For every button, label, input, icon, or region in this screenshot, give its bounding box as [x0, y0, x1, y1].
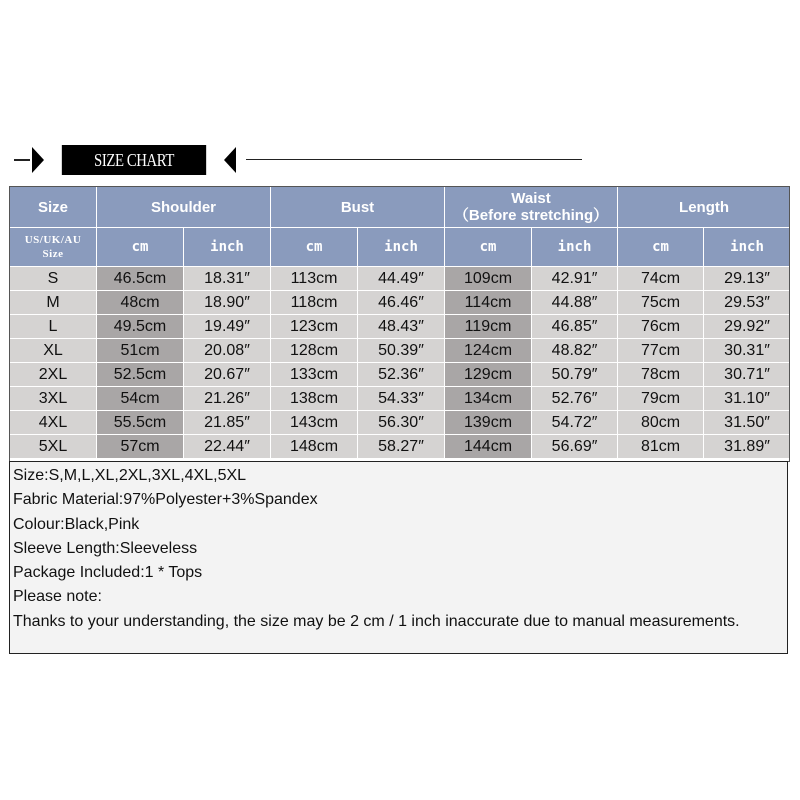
cell-shoulder-inch: 21.85″ — [184, 411, 271, 435]
cell-size: 5XL — [10, 435, 97, 459]
cell-shoulder-cm: 51cm — [97, 339, 184, 363]
cell-bust-inch: 52.36″ — [358, 363, 445, 387]
cell-waist-inch: 44.88″ — [532, 291, 618, 315]
cell-length-cm: 75cm — [618, 291, 704, 315]
cell-shoulder-cm: 48cm — [97, 291, 184, 315]
cell-bust-inch: 54.33″ — [358, 387, 445, 411]
header-waist-label: Waist — [511, 190, 551, 207]
cell-size: L — [10, 315, 97, 339]
cell-length-cm: 77cm — [618, 339, 704, 363]
cell-length-cm: 78cm — [618, 363, 704, 387]
cell-length-inch: 31.89″ — [704, 435, 791, 459]
cell-shoulder-cm: 46.5cm — [97, 267, 184, 291]
header-length: Length — [618, 187, 791, 228]
cell-waist-cm: 139cm — [445, 411, 532, 435]
cell-bust-cm: 123cm — [271, 315, 358, 339]
cell-shoulder-inch: 18.90″ — [184, 291, 271, 315]
cell-length-cm: 76cm — [618, 315, 704, 339]
subheader-length-cm: cm — [618, 228, 704, 267]
cell-waist-inch: 46.85″ — [532, 315, 618, 339]
note-sleeve: Sleeve Length:Sleeveless — [13, 539, 198, 557]
table-row — [10, 411, 791, 435]
cell-bust-inch: 46.46″ — [358, 291, 445, 315]
cell-waist-cm: 119cm — [445, 315, 532, 339]
cell-length-cm: 80cm — [618, 411, 704, 435]
subheader-bust-inch: inch — [358, 228, 445, 267]
cell-shoulder-inch: 20.67″ — [184, 363, 271, 387]
note-please-note: Please note: — [13, 588, 102, 606]
note-fabric: Fabric Material:97%Polyester+3%Spandex — [13, 491, 318, 509]
subheader-size-region: US/UK/AU — [24, 234, 82, 246]
table-subheader-row — [10, 228, 791, 267]
cell-bust-cm: 118cm — [271, 291, 358, 315]
cell-size: M — [10, 291, 97, 315]
product-notes — [9, 461, 788, 654]
size-table-container — [9, 186, 790, 462]
cell-waist-inch: 50.79″ — [532, 363, 618, 387]
banner-arrow-left-icon — [32, 147, 44, 173]
subheader-size — [10, 228, 97, 267]
table-row — [10, 363, 791, 387]
header-waist-note: （Before stretching） — [453, 207, 609, 224]
cell-shoulder-cm: 54cm — [97, 387, 184, 411]
subheader-size-label: Size — [42, 248, 64, 260]
cell-waist-inch: 54.72″ — [532, 411, 618, 435]
cell-waist-inch: 52.76″ — [532, 387, 618, 411]
header-bust: Bust — [271, 187, 445, 228]
cell-shoulder-inch: 20.08″ — [184, 339, 271, 363]
cell-shoulder-cm: 55.5cm — [97, 411, 184, 435]
table-row — [10, 315, 791, 339]
cell-size: 3XL — [10, 387, 97, 411]
cell-length-inch: 31.10″ — [704, 387, 791, 411]
note-package: Package Included:1 * Tops — [13, 564, 203, 582]
cell-shoulder-inch: 21.26″ — [184, 387, 271, 411]
size-chart-banner — [0, 140, 800, 180]
cell-bust-cm: 143cm — [271, 411, 358, 435]
size-table-body — [10, 267, 791, 459]
cell-size: S — [10, 267, 97, 291]
cell-bust-cm: 138cm — [271, 387, 358, 411]
cell-waist-cm: 144cm — [445, 435, 532, 459]
header-size: Size — [10, 187, 97, 228]
cell-size: 4XL — [10, 411, 97, 435]
cell-length-inch: 29.53″ — [704, 291, 791, 315]
cell-bust-inch: 50.39″ — [358, 339, 445, 363]
cell-bust-cm: 113cm — [271, 267, 358, 291]
header-shoulder: Shoulder — [97, 187, 271, 228]
cell-shoulder-cm: 52.5cm — [97, 363, 184, 387]
cell-bust-cm: 148cm — [271, 435, 358, 459]
banner-dash-left — [14, 159, 30, 161]
table-row — [10, 435, 791, 459]
note-colour: Colour:Black,Pink — [13, 515, 140, 533]
cell-waist-cm: 124cm — [445, 339, 532, 363]
subheader-waist-inch: inch — [532, 228, 618, 267]
cell-bust-inch: 58.27″ — [358, 435, 445, 459]
subheader-shoulder-inch: inch — [184, 228, 271, 267]
header-waist — [445, 187, 618, 228]
subheader-length-inch: inch — [704, 228, 791, 267]
cell-bust-cm: 133cm — [271, 363, 358, 387]
cell-bust-inch: 44.49″ — [358, 267, 445, 291]
cell-shoulder-inch: 22.44″ — [184, 435, 271, 459]
subheader-shoulder-cm: cm — [97, 228, 184, 267]
cell-size: XL — [10, 339, 97, 363]
cell-length-inch: 29.13″ — [704, 267, 791, 291]
cell-waist-inch: 56.69″ — [532, 435, 618, 459]
cell-length-inch: 31.50″ — [704, 411, 791, 435]
cell-waist-cm: 109cm — [445, 267, 532, 291]
cell-waist-cm: 129cm — [445, 363, 532, 387]
subheader-waist-cm: cm — [445, 228, 532, 267]
cell-length-inch: 29.92″ — [704, 315, 791, 339]
cell-waist-inch: 42.91″ — [532, 267, 618, 291]
cell-bust-cm: 128cm — [271, 339, 358, 363]
cell-bust-inch: 56.30″ — [358, 411, 445, 435]
table-row — [10, 291, 791, 315]
banner-arrow-right-icon — [224, 147, 236, 173]
cell-shoulder-inch: 18.31″ — [184, 267, 271, 291]
banner-rule — [246, 159, 582, 160]
table-header-row — [10, 187, 791, 228]
cell-shoulder-inch: 19.49″ — [184, 315, 271, 339]
note-sizes: Size:S,M,L,XL,2XL,3XL,4XL,5XL — [13, 467, 247, 484]
cell-waist-inch: 48.82″ — [532, 339, 618, 363]
cell-length-cm: 79cm — [618, 387, 704, 411]
size-table — [9, 186, 791, 459]
table-row — [10, 267, 791, 291]
cell-waist-cm: 134cm — [445, 387, 532, 411]
note-accuracy: Thanks to your understanding, the size may be 2 cm / 1 inch inaccurate due to manual measurements. — [13, 612, 740, 630]
cell-shoulder-cm: 49.5cm — [97, 315, 184, 339]
table-row — [10, 339, 791, 363]
cell-length-cm: 81cm — [618, 435, 704, 459]
table-row — [10, 387, 791, 411]
cell-waist-cm: 114cm — [445, 291, 532, 315]
subheader-bust-cm: cm — [271, 228, 358, 267]
cell-bust-inch: 48.43″ — [358, 315, 445, 339]
cell-length-cm: 74cm — [618, 267, 704, 291]
cell-length-inch: 30.31″ — [704, 339, 791, 363]
banner-title: SIZE CHART — [62, 145, 206, 175]
cell-length-inch: 30.71″ — [704, 363, 791, 387]
cell-shoulder-cm: 57cm — [97, 435, 184, 459]
cell-size: 2XL — [10, 363, 97, 387]
